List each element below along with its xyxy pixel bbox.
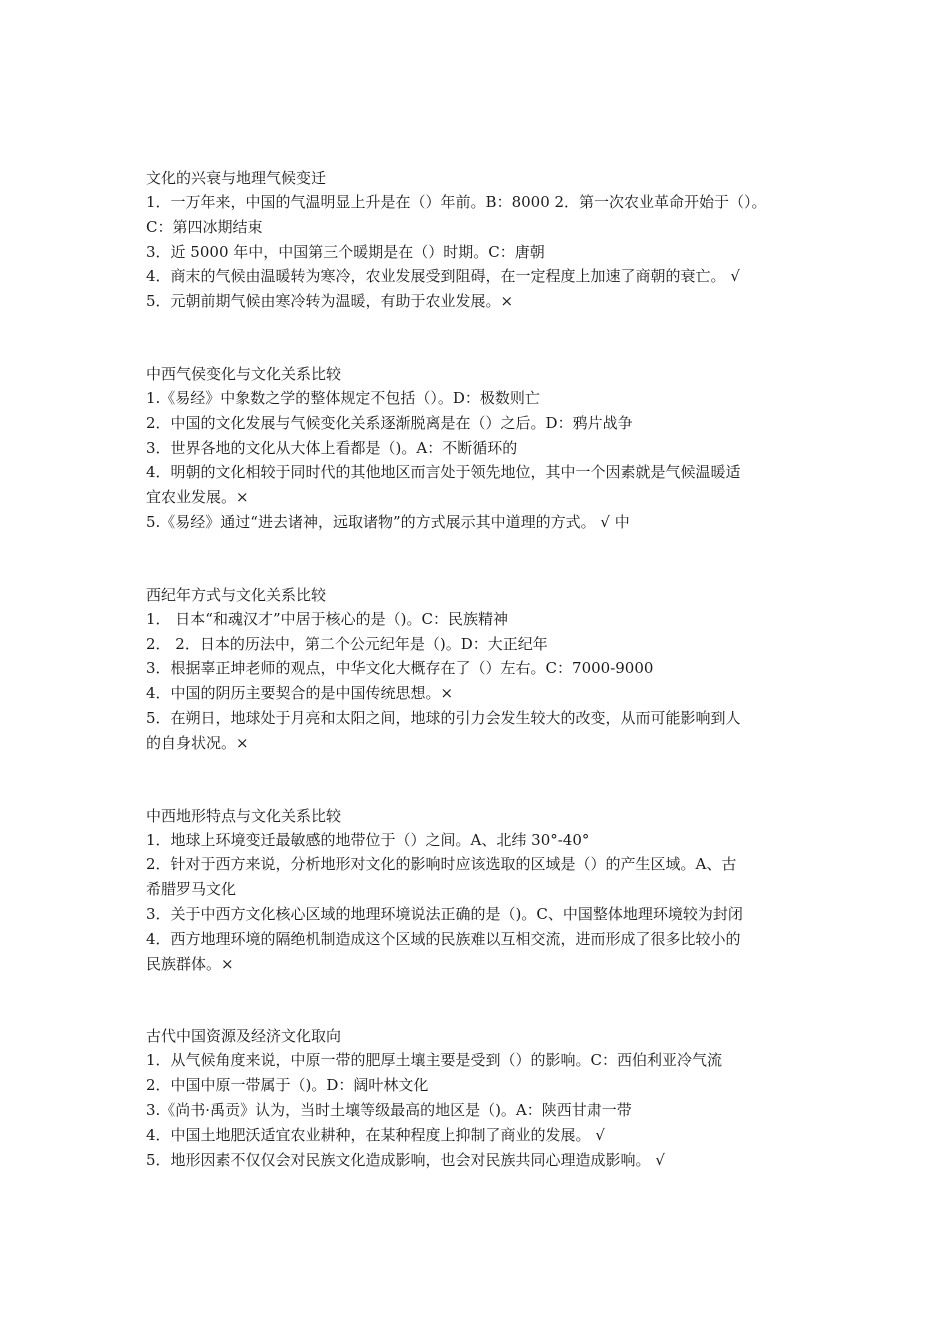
question-line: C：第四冰期结束 <box>146 217 263 236</box>
question-line: 4．商末的气候由温暖转为寒冷，农业发展受到阻碍，在一定程度上加速了商朝的衰亡。 √ <box>146 267 740 286</box>
question-line: 4．中国的阴历主要契合的是中国传统思想。× <box>146 684 454 703</box>
question-line: 2．针对于西方来说，分析地形对文化的影响时应该选取的区域是（）的产生区域。A、古 <box>146 855 737 874</box>
question-line: 5．元朝前期气候由寒冷转为温暖，有助于农业发展。× <box>146 292 514 311</box>
question-line: 1． 日本“和魂汉才”中居于核心的是（)。C：民族精神 <box>146 609 508 628</box>
section-title: 西纪年方式与文化关系比较 <box>146 585 327 604</box>
question-line: 4．中国土地肥沃适宜农业耕种，在某种程度上抑制了商业的发展。 √ <box>146 1125 605 1144</box>
section-title: 古代中国资源及经济文化取向 <box>146 1027 342 1046</box>
question-line: 4．西方地理环境的隔绝机制造成这个区域的民族难以互相交流，进而形成了很多比较小的 <box>146 929 741 948</box>
question-line: 3．近 5000 年中，中国第三个暖期是在（）时期。C：唐朝 <box>146 242 545 261</box>
document-page <box>146 166 814 1172</box>
question-line: 的自身状况。× <box>146 733 249 752</box>
question-line: 1.《易经》中象数之学的整体规定不包括（）。D：极数则亡 <box>146 388 540 407</box>
section-ancient-resources <box>146 1024 814 1172</box>
question-line: 希腊罗马文化 <box>146 880 237 899</box>
question-line: 2． 2．日本的历法中，第二个公元纪年是（)。D：大正纪年 <box>146 634 548 653</box>
question-line: 3．关于中西方文化核心区域的地理环境说法正确的是（)。C、中国整体地理环境较为封闭 <box>146 904 743 923</box>
section-title: 中西地形特点与文化关系比较 <box>146 806 342 825</box>
question-line: 宜农业发展。× <box>146 488 249 507</box>
section-title: 文化的兴衰与地理气候变迁 <box>146 169 327 187</box>
question-line: 3．世界各地的文化从大体上看都是（)。A：不断循环的 <box>146 438 518 457</box>
question-line: 4．明朝的文化相较于同时代的其他地区而言处于领先地位，其中一个因素就是气候温暖适 <box>146 463 741 482</box>
question-line: 2．中国的文化发展与气候变化关系逐渐脱离是在（）之后。D：鸦片战争 <box>146 413 633 432</box>
question-line: 3.《尚书·禹贡》认为，当时土壤等级最高的地区是（)。A：陕西甘肃一带 <box>146 1100 632 1119</box>
question-line: 2．中国中原一带属于（)。D：阔叶林文化 <box>146 1076 429 1095</box>
question-line: 5.《易经》通过“进去诸神，远取诸物”的方式展示其中道理的方式。 √ 中 <box>146 512 630 531</box>
question-line: 1．从气候角度来说，中原一带的肥厚土壤主要是受到（）的影响。C：西伯利亚冷气流 <box>146 1051 723 1070</box>
question-line: 5．在朔日，地球处于月亮和太阳之间，地球的引力会发生较大的改变，从而可能影响到人 <box>146 708 741 727</box>
section-terrain-comparison <box>146 804 814 977</box>
question-line: 3．根据辜正坤老师的观点，中华文化大概存在了（）左右。C：7000-9000 <box>146 659 654 678</box>
question-line: 1．地球上环境变迁最敏感的地带位于（）之间。A、北纬 30°-40° <box>146 830 590 849</box>
question-line: 民族群体。× <box>146 954 234 973</box>
question-line: 1．一万年来，中国的气温明显上升是在（）年前。B：8000 2．第一次农业革命开始于（）。 <box>146 193 767 211</box>
section-calendar-comparison <box>146 583 814 756</box>
section-climate-comparison <box>146 362 814 535</box>
section-title: 中西气侯变化与文化关系比较 <box>146 364 342 383</box>
section-climate-change <box>146 166 814 314</box>
question-line: 5．地形因素不仅仅会对民族文化造成影响，也会对民族共同心理造成影响。 √ <box>146 1150 665 1169</box>
